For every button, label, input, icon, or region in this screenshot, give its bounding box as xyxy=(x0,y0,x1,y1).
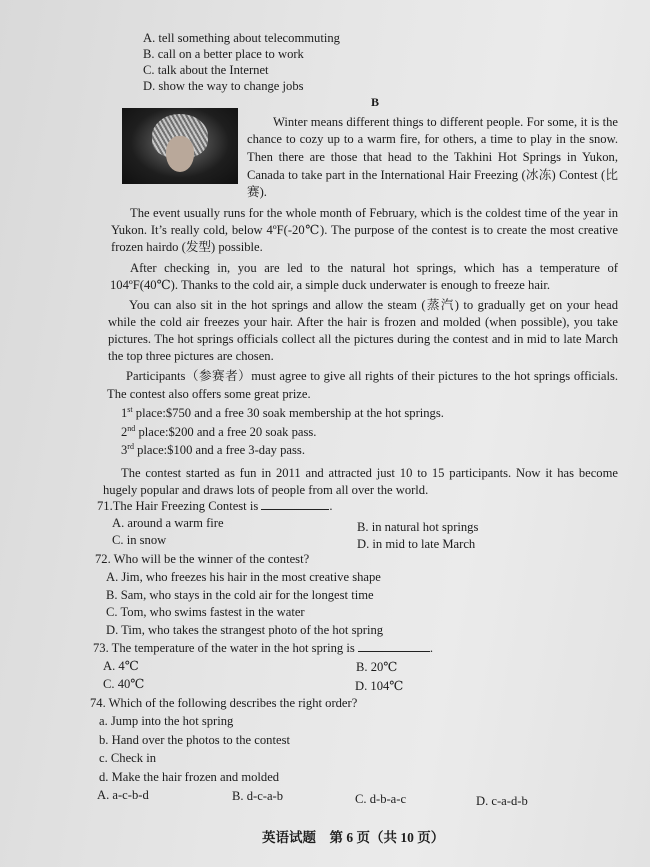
hair-freezing-photo xyxy=(122,108,238,184)
q74-step-c: c. Check in xyxy=(99,751,157,765)
passage-p4-line1: You can also sit in the hot springs and allow the steam (蒸汽) to gradually get on your head xyxy=(129,298,618,312)
q71-option-a[interactable]: A. around a warm fire xyxy=(112,516,224,530)
q72-option-b[interactable]: B. Sam, who stays in the cold air for the longest time xyxy=(106,588,374,602)
q74-step-d: d. Make the hair frozen and molded xyxy=(99,770,280,784)
passage-p2-line2: Yukon. It’s really cold, below 4ºF(-20℃). The purpose of the contest is to create the most creative xyxy=(111,223,618,237)
passage-p4-line4: the top three pictures are chosen. xyxy=(108,349,274,363)
q70-option-b: B. call on a better place to work xyxy=(143,47,304,61)
q71-stem: 71.The Hair Freezing Contest is . xyxy=(97,499,333,513)
q74-option-d[interactable]: D. c-a-d-b xyxy=(476,794,528,808)
q70-option-c: C. talk about the Internet xyxy=(143,63,269,77)
answer-blank[interactable] xyxy=(261,499,329,510)
passage-p1-line4: Canada to take part in the International Hair Freezing (冰冻) Contest (比 xyxy=(247,168,618,182)
q74-step-b: b. Hand over the photos to the contest xyxy=(99,733,290,747)
q70-option-a: A. tell something about telecommuting xyxy=(143,31,340,45)
q74-step-a: a. Jump into the hot spring xyxy=(99,714,234,728)
q72-option-c[interactable]: C. Tom, who swims fastest in the water xyxy=(106,605,305,619)
passage-p6-line1: The contest started as fun in 2011 and attracted just 10 to 15 participants. Now it has become xyxy=(121,466,618,480)
passage-p5-line1: Participants（参赛者）must agree to give all rights of their pictures to the hot springs officials. xyxy=(126,369,618,383)
q74-stem: 74. Which of the following describes the right order? xyxy=(90,696,358,710)
q72-option-a[interactable]: A. Jim, who freezes his hair in the most creative shape xyxy=(106,570,381,584)
q70-option-d: D. show the way to change jobs xyxy=(143,79,304,93)
passage-p1-line5: 赛). xyxy=(247,185,267,199)
q71-option-c[interactable]: C. in snow xyxy=(112,533,167,547)
passage-p4-line2: while the cold air freezes your hair. After the hair is frozen and molded (when possible), you take xyxy=(108,315,618,329)
q74-option-b[interactable]: B. d-c-a-b xyxy=(232,789,284,803)
q73-stem: 73. The temperature of the water in the hot spring is . xyxy=(93,641,434,655)
passage-p1-line3: Then there are those that head to the Takhini Hot Springs in Yukon, xyxy=(247,150,618,164)
passage-p3-line1: After checking in, you are led to the natural hot springs, which has a temperature of xyxy=(130,261,618,275)
q74-option-c[interactable]: C. d-b-a-c xyxy=(355,792,407,806)
prize-first: 1st place:$750 and a free 30 soak membership at the hot springs. xyxy=(121,404,444,420)
q71-option-b[interactable]: B. in natural hot springs xyxy=(357,520,479,534)
passage-p1-line2: chance to cozy up to a warm fire, for others, a time to play in the snow. xyxy=(247,132,618,146)
q72-option-d[interactable]: D. Tim, who takes the strangest photo of the hot spring xyxy=(106,623,384,637)
prize-second: 2nd place:$200 and a free 20 soak pass. xyxy=(121,423,317,439)
passage-p4-line3: pictures. The hot springs officials collect all the pictures during the contest and in mid to late March xyxy=(108,332,618,346)
q71-option-d[interactable]: D. in mid to late March xyxy=(357,537,476,551)
passage-p6-line2: hugely popular and draws lots of people from all over the world. xyxy=(103,483,429,497)
passage-p2-line1: The event usually runs for the whole month of February, which is the coldest time of the year in xyxy=(130,206,618,220)
q72-stem: 72. Who will be the winner of the contest? xyxy=(95,552,310,566)
q73-option-b[interactable]: B. 20℃ xyxy=(356,660,398,674)
face-image xyxy=(166,136,194,172)
answer-blank[interactable] xyxy=(358,641,430,652)
passage-p1-line1: Winter means different things to different people. For some, it is the xyxy=(273,115,618,129)
q74-option-a[interactable]: A. a-c-b-d xyxy=(97,788,149,802)
q73-option-d[interactable]: D. 104℃ xyxy=(355,679,404,693)
section-label: B xyxy=(371,95,380,109)
passage-p5-line2: The contest also offers some great prize. xyxy=(107,387,311,401)
prize-third: 3rd place:$100 and a free 3-day pass. xyxy=(121,441,305,457)
passage-p2-line3: frozen hairdo (发型) possible. xyxy=(111,240,263,254)
passage-p3-line2: 104ºF(40℃). Thanks to the cold air, a simple duck underwater is enough to freeze hair. xyxy=(110,278,551,292)
q73-option-c[interactable]: C. 40℃ xyxy=(103,677,145,691)
q73-option-a[interactable]: A. 4℃ xyxy=(103,659,139,673)
page-footer: 英语试题 第 6 页（共 10 页） xyxy=(262,830,445,845)
